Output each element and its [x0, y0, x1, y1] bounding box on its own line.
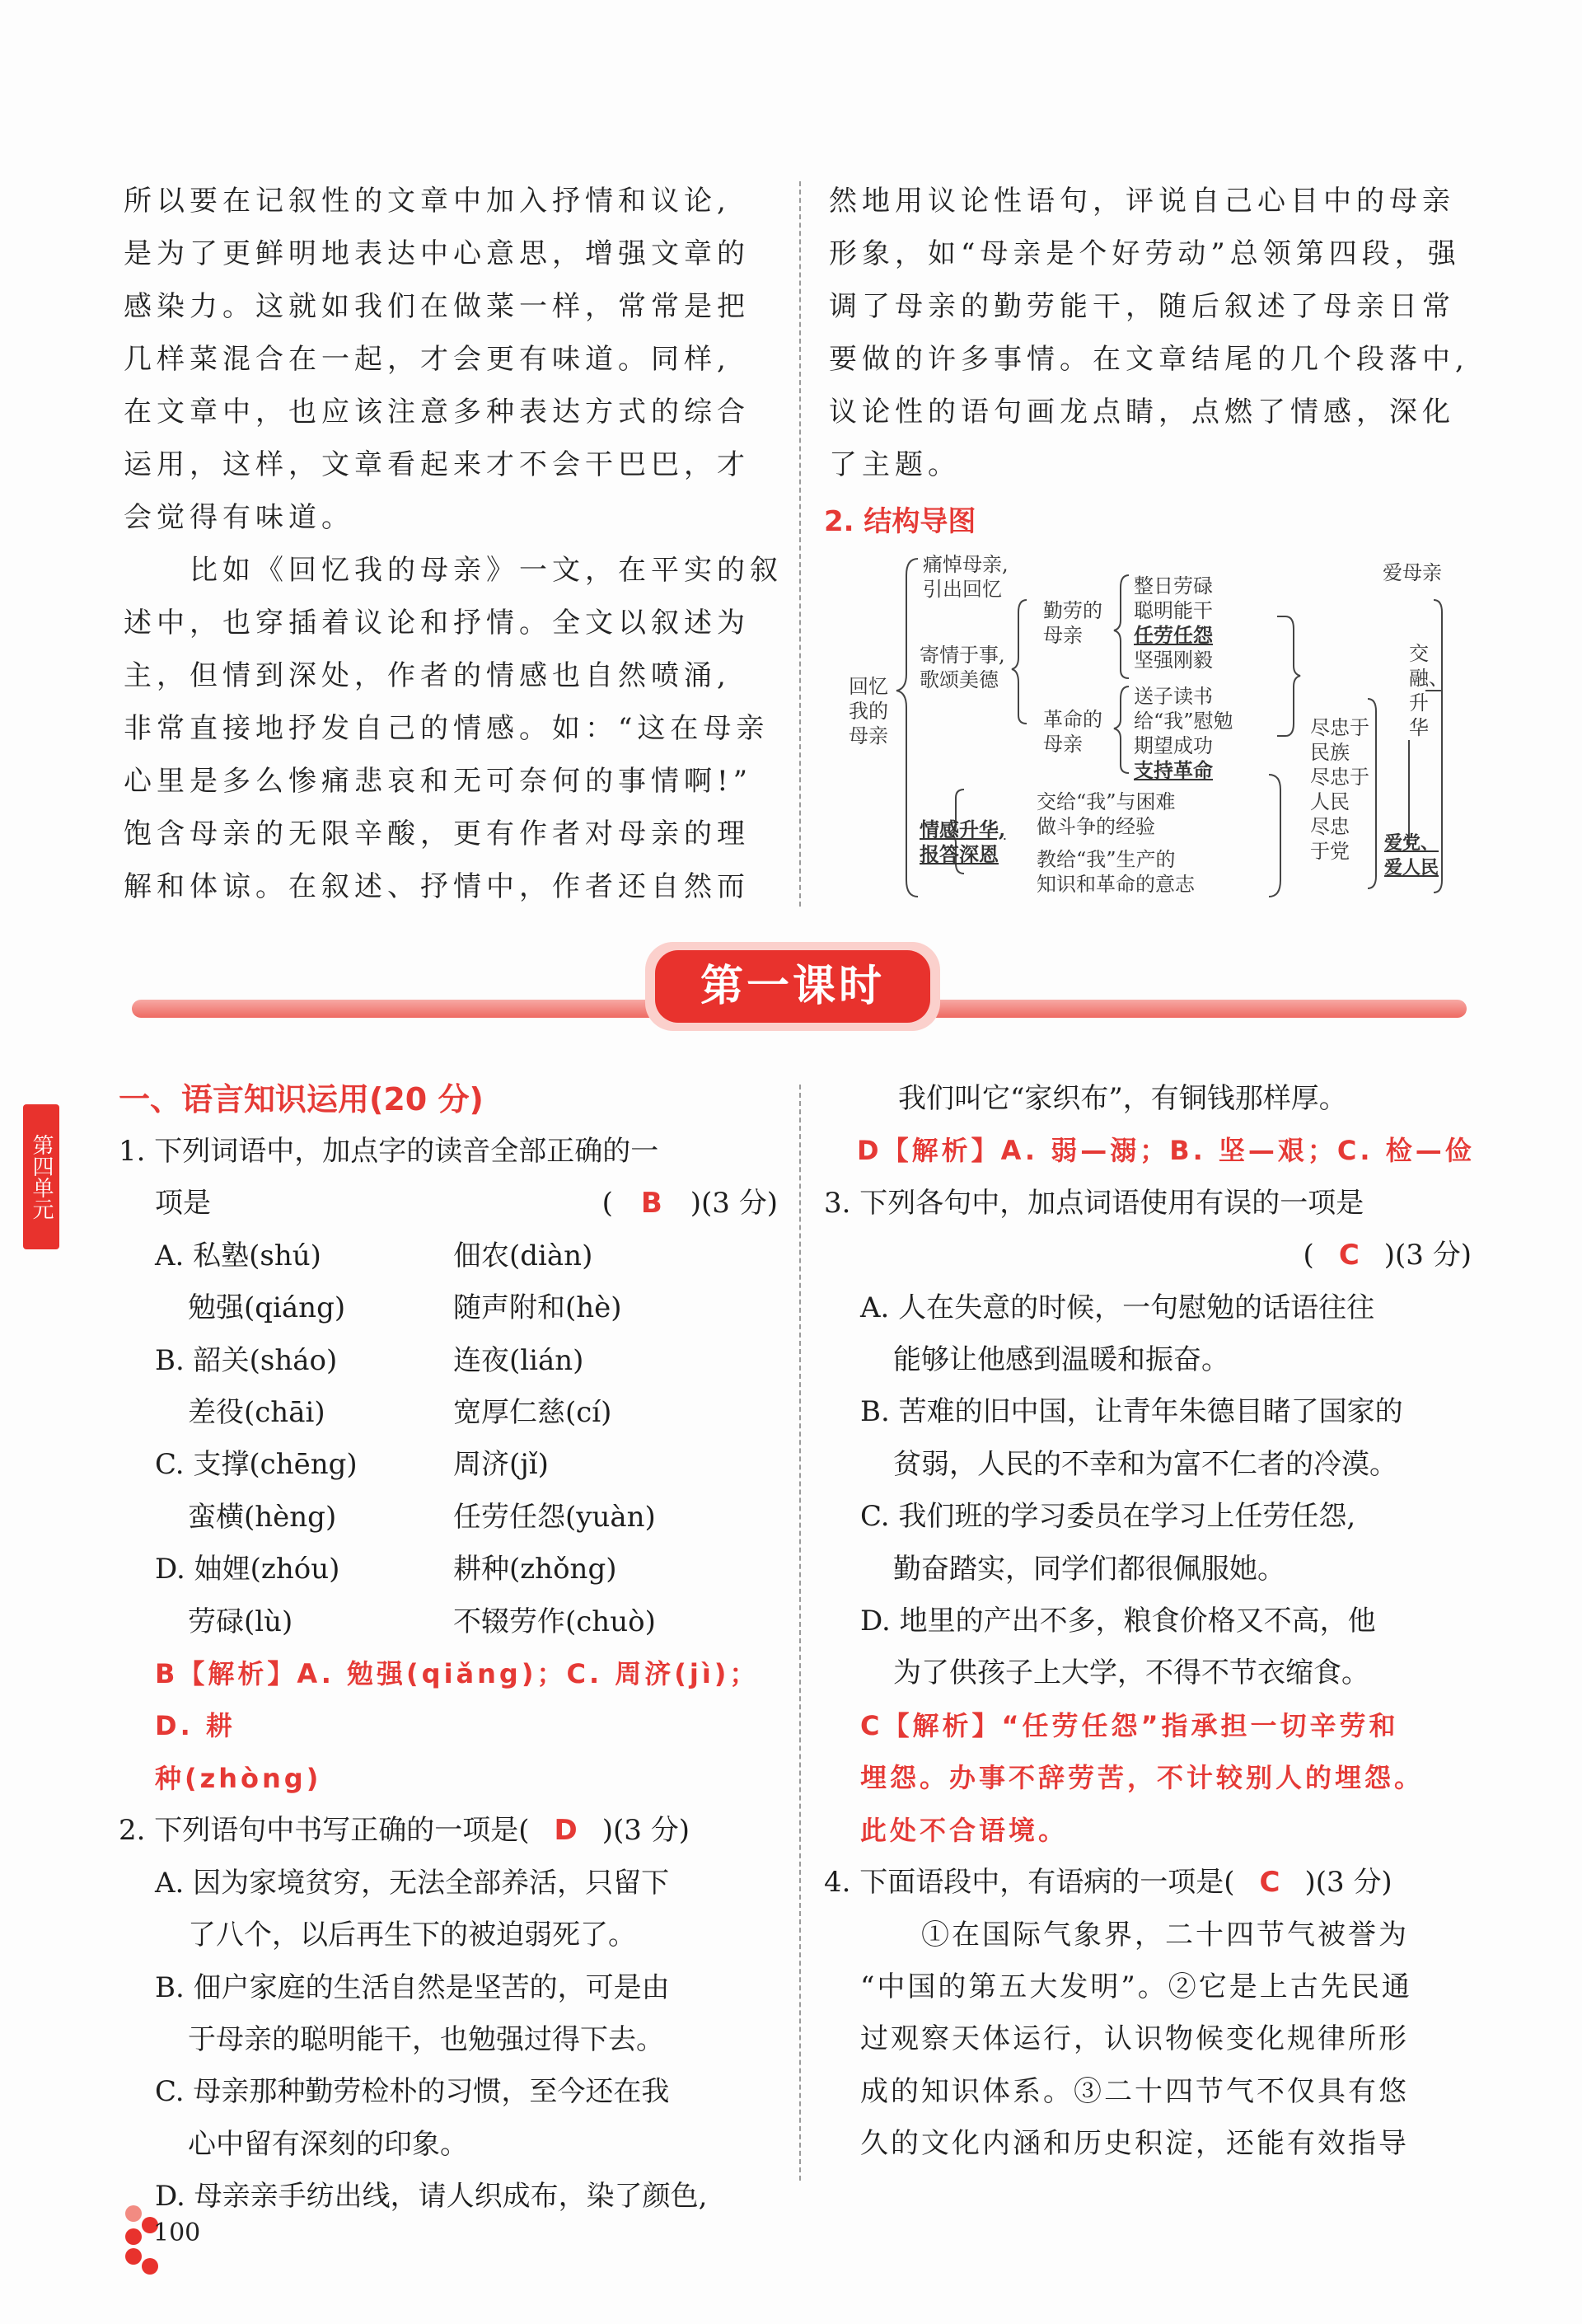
mindmap-h1: 整日劳碌 [1134, 574, 1213, 597]
q1-answer-slot [602, 1178, 778, 1230]
text-line: 了主题。 [829, 448, 961, 481]
q2-explanation: D【解析】A. 弱—溺；B. 坚—艰；C. 检—俭 [857, 1135, 1475, 1167]
text-line: 非常直接地抒发自己的情感。如：“这在母亲 [124, 712, 770, 745]
mindmap-node-2: 寄情于事, 歌颂美德 [920, 644, 1005, 691]
mindmap-r3: 期望成功 [1134, 734, 1213, 757]
decor-dot [125, 2228, 142, 2245]
q3-answer: C [1338, 1239, 1360, 1272]
q3-score: )(3 分) [1383, 1239, 1472, 1272]
q1-explanation-2: 种(zhòng) [155, 1762, 322, 1794]
text-line: 比如《回忆我的母亲》一文，在平实的叙 [124, 554, 783, 587]
text-line: 主，但情到深处，作者的情感也自然喷涌, [124, 659, 731, 692]
question-1-stem [119, 1126, 778, 1178]
left-question-column [119, 1073, 778, 2223]
page-number: 100 [153, 2219, 201, 2247]
structure-mindmap [849, 551, 1491, 905]
mindmap-root: 回忆 我的 母亲 [849, 675, 888, 747]
mindmap-e3: 教给“我”生产的 [1037, 848, 1176, 871]
q4-passage-line: “中国的第五大发明”。②它是上古先民通 [860, 1970, 1412, 2003]
mindmap-revolutionary-mother: 革命的 母亲 [1043, 708, 1102, 756]
column-divider-bottom [799, 1085, 801, 2181]
q1-options-row [119, 1335, 778, 1387]
mindmap-love-mother: 爱母亲 [1383, 561, 1442, 584]
text-line: 感染力。这就如我们在做菜一样，常常是把 [124, 290, 750, 323]
mindmap-final-1: 爱党、 [1384, 832, 1439, 854]
text-line: 然地用议论性语句，评说自己心目中的母亲 [829, 185, 1455, 218]
q1-option: D. 妯娌(zhóu) [155, 1553, 340, 1586]
text-line: 会觉得有味道。 [124, 501, 354, 534]
q1-options-row [119, 1596, 778, 1648]
q2-answer: D [554, 1814, 578, 1848]
mindmap-r1: 送子读书 [1134, 685, 1213, 708]
q1-options-row [119, 1282, 778, 1334]
q3-option-d-cont: 为了供孩子上大学，不得不节衣缩食。 [893, 1656, 1369, 1690]
question-2-stem [119, 1805, 778, 1857]
q3-option-c-cont: 勤奋踏实，同学们都很佩服她。 [893, 1552, 1285, 1586]
q3-option-b-cont: 贫弱，人民的不幸和为富不仁者的冷漠。 [893, 1447, 1397, 1481]
mindmap-r2: 给“我”慰勉 [1134, 710, 1233, 733]
text-line: 调了母亲的勤劳能干，随后叙述了母亲日常 [829, 290, 1455, 323]
q3-option-a: A. 人在失意的时候，一句慰勉的话语往往 [860, 1291, 1375, 1324]
q2-paren-open: ( [518, 1814, 530, 1848]
text-line: 解和体谅。在叙述、抒情中，作者还自然而 [124, 870, 750, 903]
top-right-text [829, 175, 1488, 491]
q2-option-b-cont: 于母亲的聪明能干，也勉强过得下去。 [188, 2022, 664, 2056]
q1-option: 不辍劳作(chuò) [453, 1605, 656, 1638]
q1-option: 宽厚仁慈(cí) [453, 1396, 612, 1430]
q1-answer: B [640, 1187, 662, 1221]
q2-option-c: C. 母亲那种勤劳检朴的习惯，至今还在我 [155, 2075, 670, 2109]
mindmap-loyal: 尽忠于 民族 尽忠于 人民 尽忠 于党 [1310, 716, 1369, 863]
q1-option: 蛮横(hèng) [188, 1500, 337, 1534]
q2-stem: 2. 下列语句中书写正确的一项是 [119, 1814, 519, 1848]
question-3-answer-row [824, 1230, 1483, 1281]
q1-option: 随声附和(hè) [453, 1291, 622, 1325]
q1-option: 差役(chāi) [188, 1396, 325, 1430]
q3-explanation: C【解析】“任劳任怨”指承担一切辛劳和 [860, 1709, 1399, 1741]
top-left-text [124, 175, 783, 913]
text-line: 述中，也穿插着议论和抒情。全文以叙述为 [124, 607, 750, 640]
q1-option: 周济(jǐ) [453, 1448, 549, 1482]
q1-score: )(3 分) [690, 1187, 778, 1221]
question-3-stem [824, 1178, 1483, 1230]
text-line: 运用，这样，文章看起来才不会干巴巴，才 [124, 448, 750, 481]
q4-passage-line: 成的知识体系。③二十四节气不仅具有悠 [860, 2074, 1409, 2108]
lesson-banner-title: 第一课时 [655, 950, 930, 1023]
mindmap-hardworking-mother: 勤劳的 母亲 [1043, 599, 1102, 647]
q2-option-d: D. 母亲亲手纺出线，请人织成布，染了颜色, [155, 2180, 708, 2214]
q4-paren-open: ( [1224, 1866, 1235, 1900]
mindmap-e2: 做斗争的经验 [1037, 815, 1155, 838]
q4-stem: 4. 下面语段中，有语病的一项是 [824, 1866, 1224, 1900]
q1-line1: 1. 下列词语中，加点字的读音全部正确的一 [119, 1135, 659, 1168]
q1-option: 佃农(diàn) [453, 1239, 593, 1272]
q1-explanation: B【解析】A. 勉强(qiǎng)；C. 周济(jì)；D. 耕 [155, 1658, 760, 1742]
q1-line2: 项是 [155, 1187, 211, 1221]
q1-options-row [119, 1439, 778, 1491]
decor-dot [125, 2205, 142, 2222]
mindmap-e4: 知识和革命的意志 [1037, 873, 1195, 896]
text-line: 是为了更鲜明地表达中心意思，增强文章的 [124, 237, 750, 270]
section-title: 一、语言知识运用(20 分) [119, 1081, 484, 1117]
mindmap-node-3b: 报答深恩 [920, 842, 999, 866]
mindmap-node-3: 情感升华, [920, 818, 1006, 841]
mindmap-r4: 支持革命 [1134, 758, 1213, 782]
text-line: 在文章中，也应该注意多种表达方式的综合 [124, 396, 750, 429]
mindmap-h4: 坚强刚毅 [1134, 649, 1213, 672]
q1-option: 耕种(zhǒng) [453, 1553, 617, 1586]
text-line: 形象，如“母亲是个好劳动”总领第四段，强 [829, 237, 1461, 270]
q1-option: 劳碌(lù) [188, 1605, 293, 1638]
q3-option-d: D. 地里的产出不多，粮食价格又不高，他 [860, 1605, 1376, 1638]
q4-answer: C [1259, 1866, 1280, 1900]
q1-options-row [119, 1387, 778, 1439]
q2-option-a-cont: 了八个，以后再生下的被迫弱死了。 [188, 1919, 636, 1952]
q1-option: 勉强(qiáng) [188, 1291, 346, 1325]
q4-passage-line: 久的文化内涵和历史积淀，还能有效指导 [860, 2127, 1409, 2161]
lesson-banner [645, 942, 940, 1031]
mindmap-merge: 交 融、 升 华 [1409, 642, 1449, 739]
q3-paren-open: ( [1303, 1239, 1314, 1272]
q2-option-b: B. 佃户家庭的生活自然是坚苦的，可是由 [155, 1970, 670, 2004]
mindmap-heading: 2. 结构导图 [824, 505, 976, 538]
decor-dot [142, 2258, 158, 2275]
q1-paren-open: ( [601, 1187, 613, 1221]
text-line: 要做的许多事情。在文章结尾的几个段落中, [829, 343, 1469, 376]
text-line: 议论性的语句画龙点睛，点燃了情感，深化 [829, 396, 1455, 429]
q4-passage-line: ①在国际气象界，二十四节气被誉为 [860, 1918, 1409, 1952]
para-1 [124, 175, 775, 544]
q4-passage-line: 过观察天体运行，认识物候变化规律所形 [860, 2022, 1409, 2056]
q3-option-a-cont: 能够让他感到温暖和振奋。 [893, 1343, 1229, 1377]
text-line: 心里是多么惨痛悲哀和无可奈何的事情啊!” [124, 765, 753, 798]
q4-score: )(3 分) [1304, 1866, 1392, 1900]
q3-option-c: C. 我们班的学习委员在学习上任劳任怨, [860, 1500, 1356, 1534]
unit-side-tab: 第四单元 [23, 1104, 59, 1249]
q1-options-row [119, 1544, 778, 1595]
mindmap-h2: 聪明能干 [1134, 599, 1213, 622]
q3-stem: 3. 下列各句中，加点词语使用有误的一项是 [824, 1186, 1364, 1220]
mindmap-h3: 任劳任怨 [1134, 623, 1213, 647]
q3-explanation-2: 埋怨。办事不辞劳苦，不计较别人的埋怨。 [860, 1762, 1425, 1794]
question-4-stem [824, 1857, 1483, 1909]
mindmap-e1: 交给“我”与困难 [1037, 790, 1176, 813]
q1-option: B. 韶关(sháo) [155, 1343, 338, 1377]
q3-option-b: B. 苦难的旧中国，让青年朱德目睹了国家的 [860, 1395, 1403, 1429]
q2-option-a: A. 因为家境贫穷，无法全部养活，只留下 [155, 1866, 670, 1900]
para-2 [124, 544, 783, 913]
text-line: 所以要在记叙性的文章中加入抒情和议论, [124, 185, 731, 218]
column-divider-top [799, 181, 801, 907]
text-line: 饱含母亲的无限辛酸，更有作者对母亲的理 [124, 818, 750, 850]
decor-dot [125, 2248, 142, 2265]
text-line: 几样菜混合在一起，才会更有味道。同样, [124, 343, 731, 376]
q1-options-row [119, 1492, 778, 1544]
q3-explanation-3: 此处不合语境。 [860, 1814, 1069, 1846]
right-question-column [824, 1073, 1483, 2171]
q1-options-row [119, 1230, 778, 1282]
q1-option: C. 支撑(chēng) [155, 1448, 358, 1482]
question-1-stem-2 [119, 1178, 778, 1230]
q1-option: 任劳任怨(yuàn) [453, 1500, 656, 1534]
q1-option: A. 私塾(shú) [155, 1239, 321, 1272]
q2-option-d-cont: 我们叫它“家织布”，有铜钱那样厚。 [898, 1082, 1347, 1115]
mindmap-node-1: 痛悼母亲, 引出回忆 [923, 553, 1009, 601]
q1-option: 连夜(lián) [453, 1343, 584, 1377]
mindmap-final-2: 爱人民 [1384, 857, 1439, 879]
q2-score: )(3 分) [601, 1814, 690, 1848]
q2-option-c-cont: 心中留有深刻的印象。 [188, 2127, 468, 2161]
